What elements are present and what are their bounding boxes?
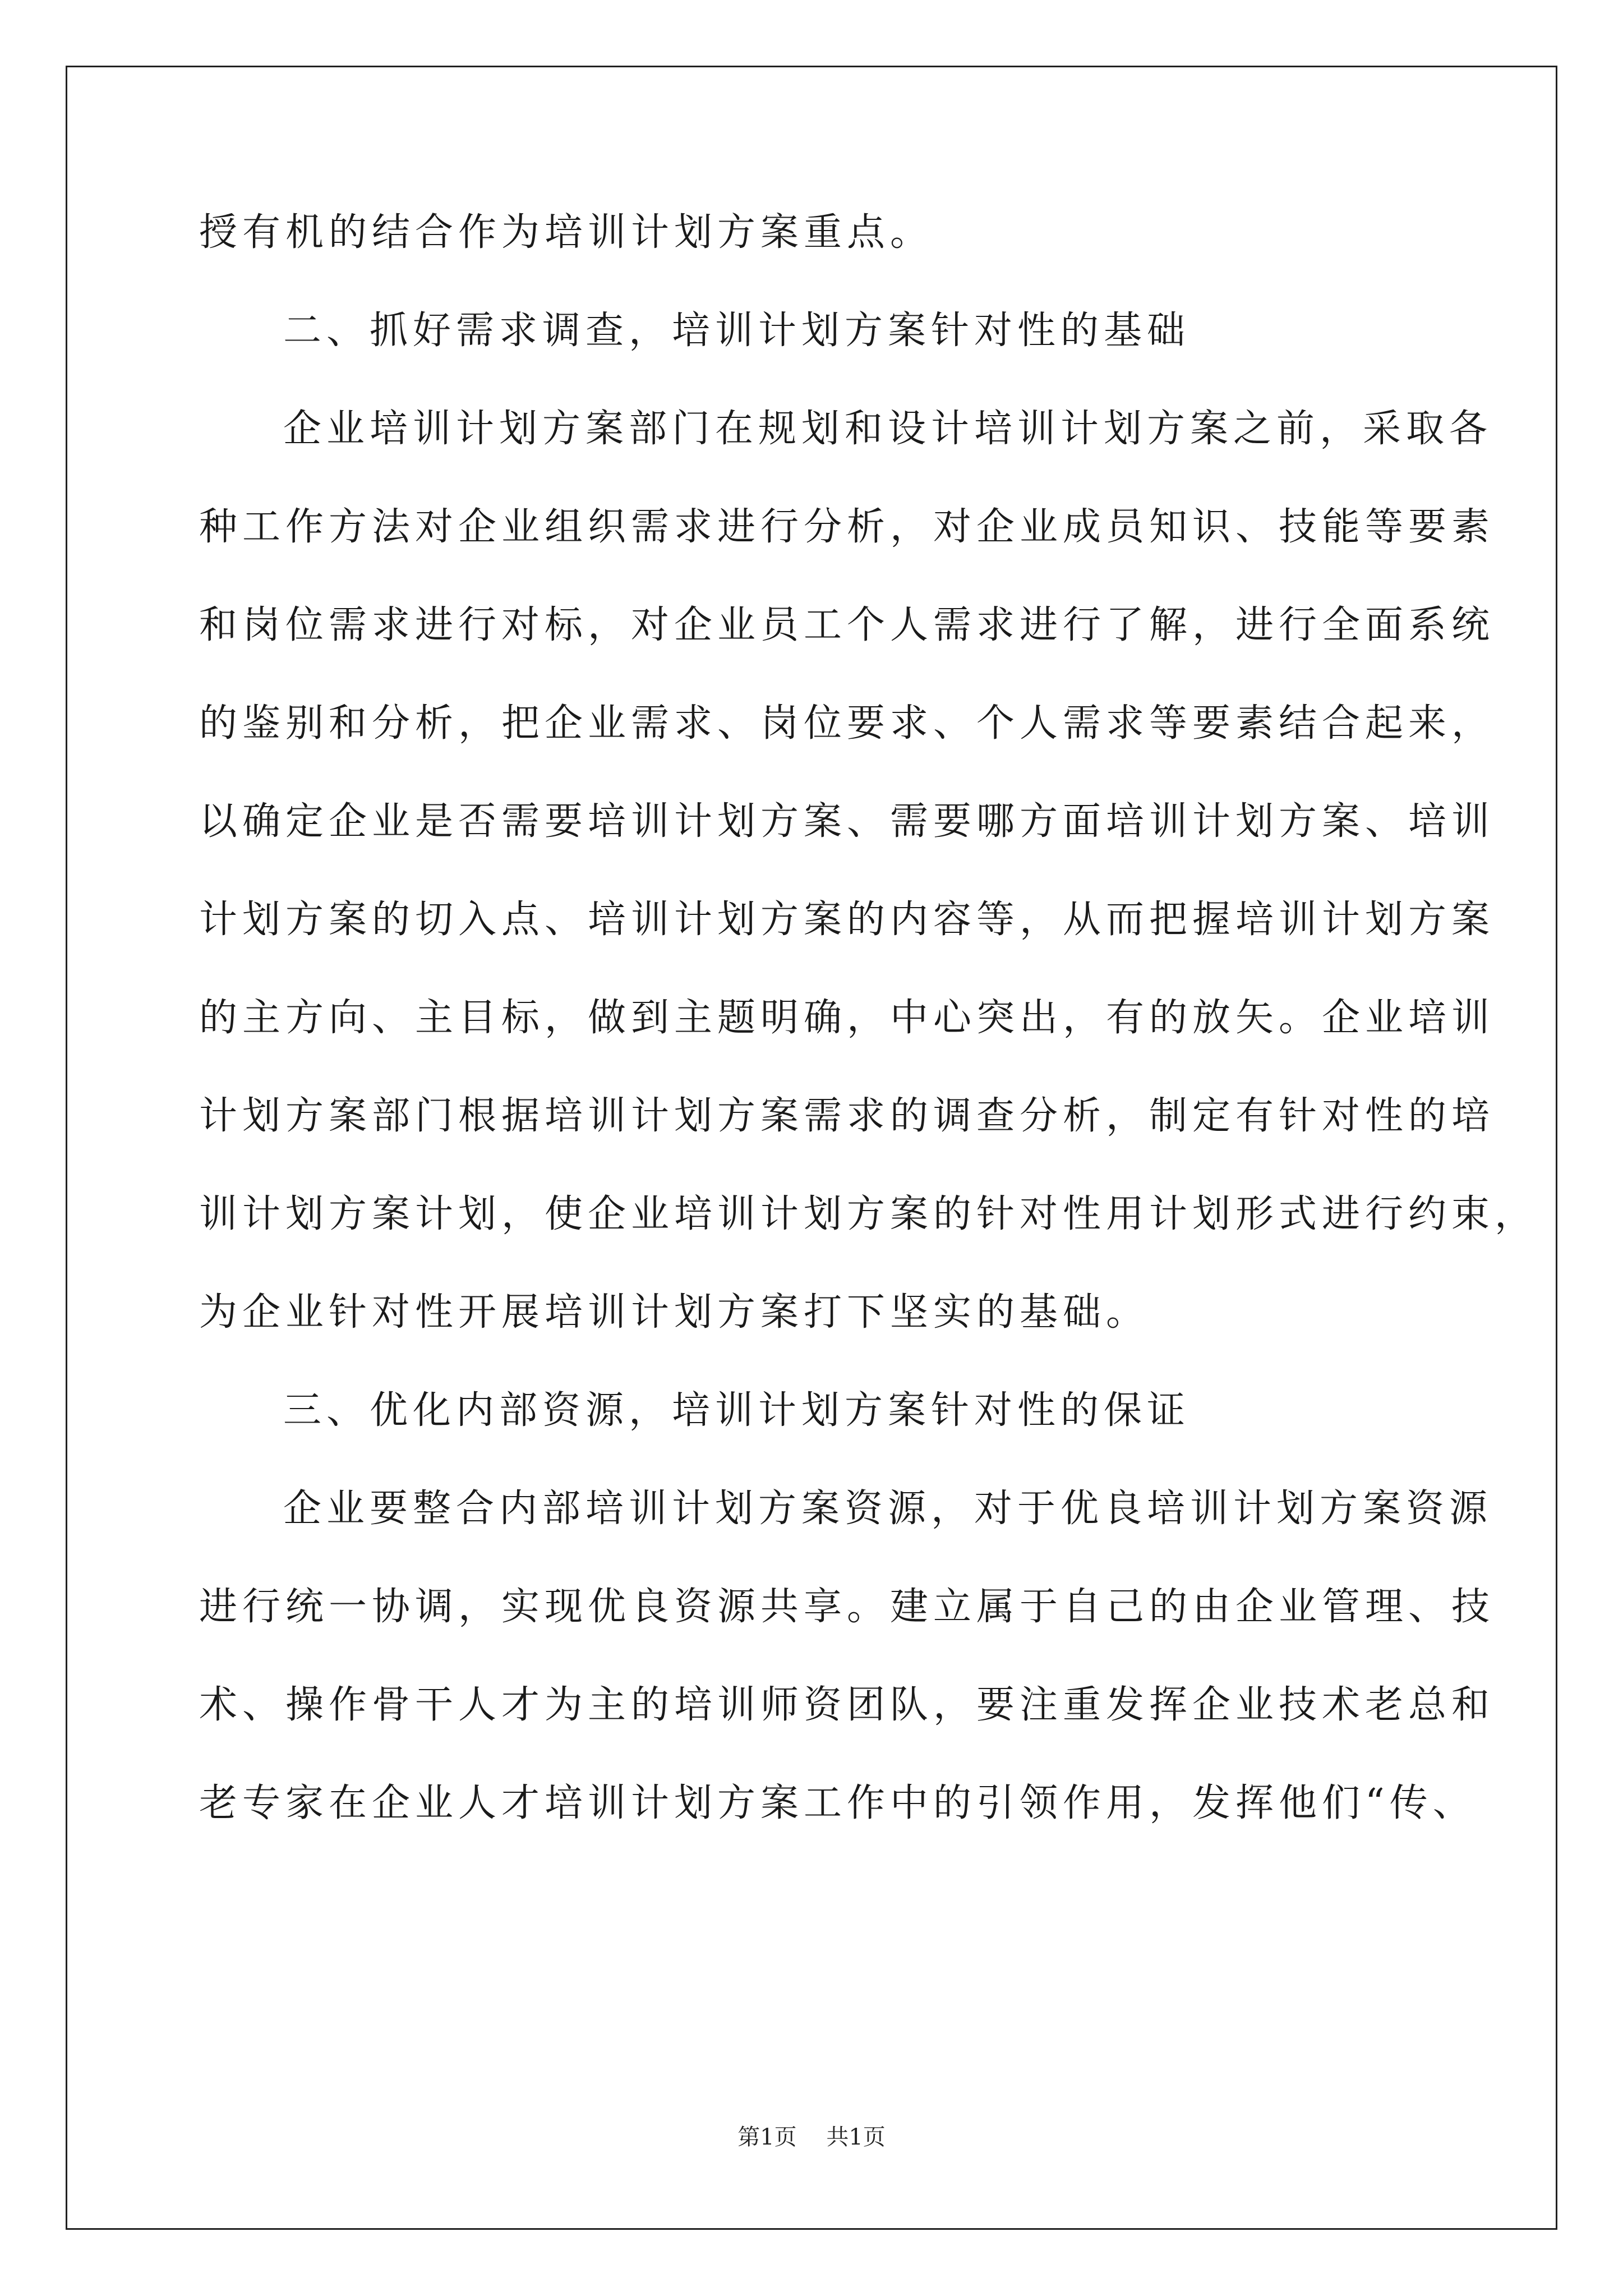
text-line: 企业培训计划方案部门在规划和设计培训计划方案之前，采取各 (283, 407, 1493, 451)
text-line: 授有机的结合作为培训计划方案重点。 (199, 210, 934, 255)
text-line: 和岗位需求进行对标，对企业员工个人需求进行了解，进行全面系统 (199, 603, 1495, 647)
text-line: 计划方案部门根据培训计划方案需求的调查分析，制定有针对性的培 (199, 1094, 1495, 1138)
section-heading: 二、抓好需求调查，培训计划方案针对性的基础 (283, 309, 1191, 353)
page-border (66, 66, 1557, 2230)
text-line: 为企业针对性开展培训计划方案打下坚实的基础。 (199, 1290, 1150, 1335)
page-total: 共1页 (826, 2124, 886, 2150)
text-line: 种工作方法对企业组织需求进行分析，对企业成员知识、技能等要素 (199, 505, 1495, 549)
text-line: 计划方案的切入点、培训计划方案的内容等，从而把握培训计划方案 (199, 898, 1495, 942)
page-footer (0, 2123, 1623, 2151)
text-line: 进行统一协调，实现优良资源共享。建立属于自己的由企业管理、技 (199, 1585, 1495, 1629)
text-line: 企业要整合内部培训计划方案资源，对于优良培训计划方案资源 (283, 1487, 1493, 1531)
text-line: 训计划方案计划，使企业培训计划方案的针对性用计划形式进行约束， (199, 1192, 1538, 1236)
text-line: 老专家在企业人才培训计划方案工作中的引领作用，发挥他们“传、 (199, 1781, 1476, 1825)
text-line: 的主方向、主目标，做到主题明确，中心突出，有的放矢。企业培训 (199, 996, 1495, 1040)
page-number: 第1页 (737, 2124, 797, 2150)
text-line: 以确定企业是否需要培训计划方案、需要哪方面培训计划方案、培训 (199, 799, 1495, 844)
section-heading: 三、优化内部资源，培训计划方案针对性的保证 (283, 1388, 1191, 1433)
text-line: 术、操作骨干人才为主的培训师资团队，要注重发挥企业技术老总和 (199, 1683, 1495, 1727)
text-line: 的鉴别和分析，把企业需求、岗位要求、个人需求等要素结合起来， (199, 701, 1495, 746)
